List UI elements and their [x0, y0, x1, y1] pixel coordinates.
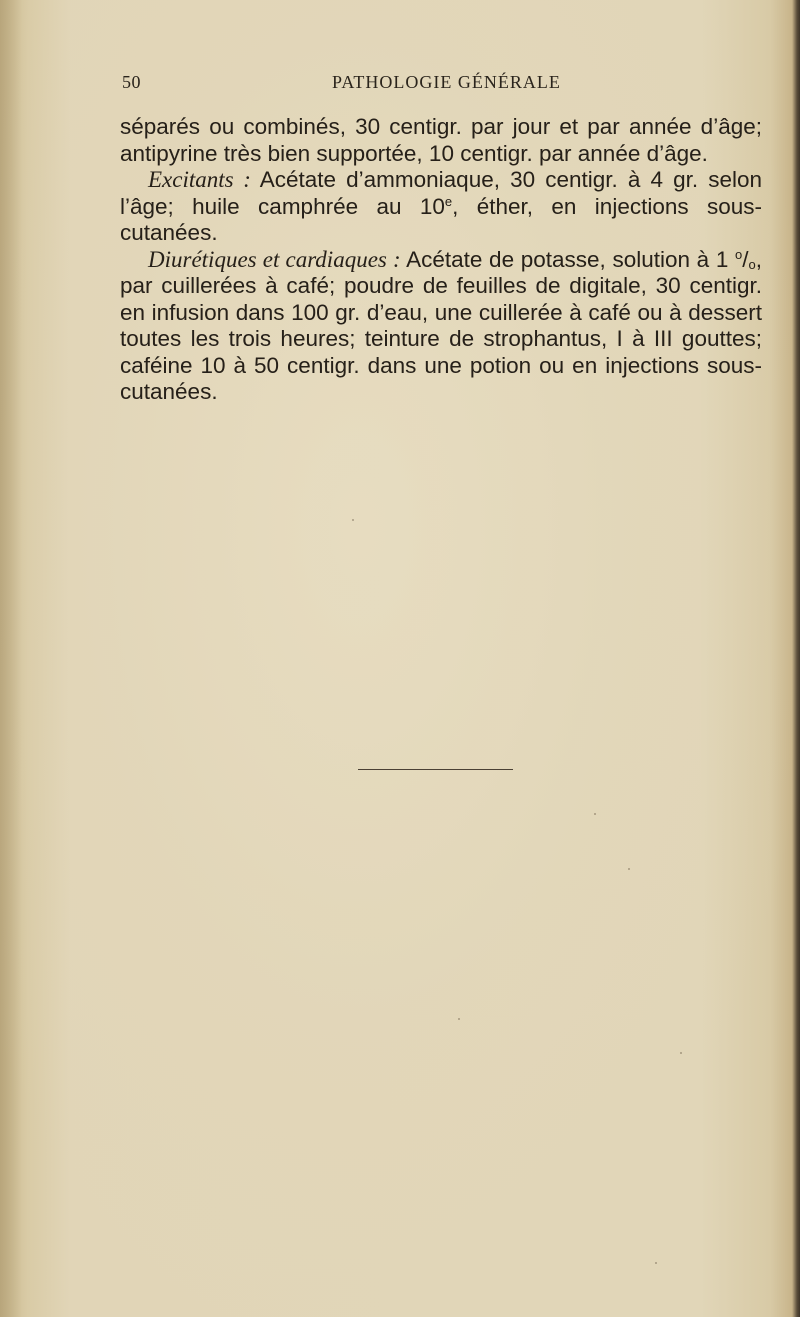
percent-sign-top: o [735, 246, 743, 262]
paper-speck [594, 813, 596, 815]
paragraph-lead: Excitants : [148, 167, 251, 192]
paragraph-text-after: , par cuillerées à café; poudre de feuilles de digitale, 30 centigr. en infusion dans 100 gr. d’eau, une cuillerée à café ou à dessert toutes les trois heures; teinture de strophantus, I à III gouttes; caféine 10 à 50 centigr. dans une potion ou en injections sous-cutanées. [120, 246, 762, 404]
paper-speck [628, 868, 630, 870]
paper-speck [352, 519, 354, 521]
page-number: 50 [122, 72, 141, 92]
paragraph-text: Acétate d’ammoniaque, 30 centigr. à 4 gr. selon l’âge; huile camphrée au 10 [120, 167, 763, 219]
running-title: PATHOLOGIE GÉNÉRALE [332, 72, 561, 92]
paper-speck [680, 1052, 682, 1054]
running-header [122, 72, 762, 94]
percent-sign-slash: / [742, 246, 749, 272]
paper-speck [458, 1018, 460, 1020]
page-left-shadow [0, 0, 22, 1317]
paragraph-text: séparés ou combinés, 30 centigr. par jour et par année d’âge; antipyrine très bien supportée, 10 centigr. par année d’âge. [120, 114, 762, 166]
paragraph-excitants [120, 167, 762, 247]
paragraph-lead: Diurétiques et cardiaques : [148, 246, 401, 272]
paragraph-text: Acétate de potasse, solution à 1 [400, 246, 735, 272]
paper-speck [655, 1262, 657, 1264]
percent-sign-bottom: o [748, 256, 756, 272]
end-rule [358, 769, 513, 770]
paragraph-diuretiques [120, 247, 762, 406]
paragraph-text-after: , éther, en injections sous-cutanées. [120, 193, 762, 245]
body-text [120, 114, 762, 406]
superscript: e [444, 193, 453, 209]
paragraph-continuation [120, 114, 762, 167]
